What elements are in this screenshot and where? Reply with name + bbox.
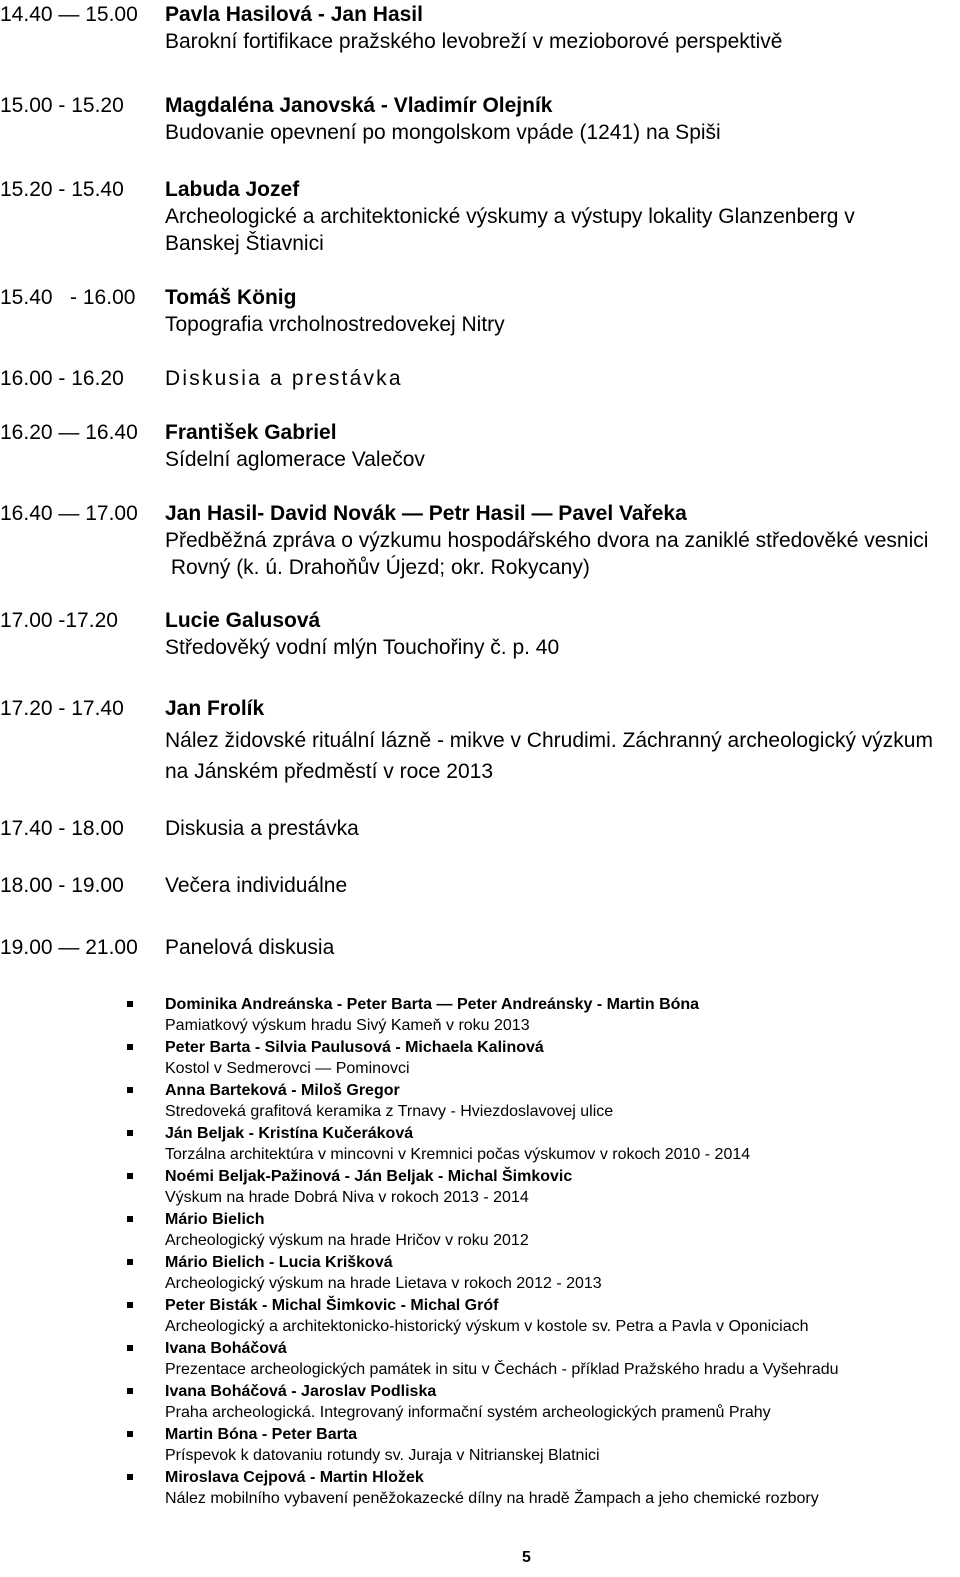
- list-item: [0, 1209, 960, 1252]
- entry-time: 14.40 — 15.00: [0, 3, 138, 26]
- poster-authors: Peter Bisták - Michal Šimkovic - Michal Gróf: [165, 1297, 499, 1314]
- entry-speaker: Lucie Galusová: [165, 609, 321, 632]
- entry-label: Večera individuálne: [165, 874, 348, 897]
- list-item: [0, 1123, 960, 1166]
- list-item: [0, 1080, 960, 1123]
- bullet-icon: [127, 1302, 133, 1308]
- poster-title: Stredoveká grafitová keramika z Trnavy - Hviezdoslavovej ulice: [165, 1103, 614, 1120]
- entry-time: 19.00 — 21.00: [0, 936, 138, 959]
- bullet-icon: [127, 1259, 133, 1265]
- bullet-icon: [127, 1044, 133, 1050]
- poster-authors: Noémi Beljak-Pažinová - Ján Beljak - Michal Šimkovic: [165, 1168, 573, 1185]
- poster-title: Kostol v Sedmerovci — Pominovci: [165, 1060, 410, 1077]
- list-item: [0, 1295, 960, 1338]
- entry-time: 15.20 - 15.40: [0, 178, 124, 201]
- entry-speaker: Magdaléna Janovská - Vladimír Olejník: [165, 94, 553, 117]
- bullet-icon: [127, 1388, 133, 1394]
- poster-authors: Ján Beljak - Kristína Kučeráková: [165, 1125, 414, 1142]
- page-number: 5: [522, 1549, 531, 1566]
- poster-authors: Ivana Boháčová: [165, 1340, 287, 1357]
- entry-title: Předběžná zpráva o výzkumu hospodářského dvora na zaniklé středověké vesnici Rovný (k. ú. Drahoňův Újezd; okr. Rokycany): [165, 529, 929, 579]
- entry-title: Barokní fortifikace pražského levobreží v mezioborové perspektivě: [165, 30, 783, 53]
- poster-authors: Anna Barteková - Miloš Gregor: [165, 1082, 400, 1099]
- poster-title: Pamiatkový výskum hradu Sivý Kameň v roku 2013: [165, 1017, 530, 1034]
- list-item: [0, 1467, 960, 1510]
- entry-time: 15.00 - 15.20: [0, 94, 124, 117]
- poster-authors: Peter Barta - Silvia Paulusová - Michaela Kalinová: [165, 1039, 544, 1056]
- list-item: [0, 1252, 960, 1295]
- bullet-icon: [127, 1431, 133, 1437]
- bullet-icon: [127, 1173, 133, 1179]
- bullet-icon: [127, 1130, 133, 1136]
- entry-label: Panelová diskusia: [165, 936, 335, 959]
- entry-title: Archeologické a architektonické výskumy a výstupy lokality Glanzenberg v Banskej Štiavnici: [165, 205, 855, 255]
- entry-time: 16.20 — 16.40: [0, 421, 138, 444]
- bullet-icon: [127, 1216, 133, 1222]
- entry-time: 15.40 - 16.00: [0, 286, 136, 309]
- list-item: [0, 1424, 960, 1467]
- poster-title: Príspevok k datovaniu rotundy sv. Juraja v Nitrianskej Blatnici: [165, 1447, 600, 1464]
- entry-time: 16.40 — 17.00: [0, 502, 138, 525]
- list-item: [0, 1166, 960, 1209]
- bullet-icon: [127, 1345, 133, 1351]
- entry-time: 16.00 - 16.20: [0, 367, 124, 390]
- poster-authors: Dominika Andreánska - Peter Barta — Peter Andreánsky - Martin Bóna: [165, 996, 700, 1013]
- entry-speaker: Tomáš König: [165, 286, 297, 309]
- entry-speaker: František Gabriel: [165, 421, 337, 444]
- bullet-icon: [127, 1474, 133, 1480]
- poster-title: Archeologický výskum na hrade Lietava v rokoch 2012 - 2013: [165, 1275, 602, 1292]
- entry-time: 17.20 - 17.40: [0, 697, 124, 720]
- entry-title: Nález židovské rituální lázně - mikve v Chrudimi. Záchranný archeologický výzkum na Jánském předměstí v roce 2013: [165, 729, 933, 783]
- poster-title: Archeologický a architektonicko-historický výskum v kostole sv. Petra a Pavla v Oponiciach: [165, 1318, 809, 1335]
- poster-title: Výskum na hrade Dobrá Niva v rokoch 2013 - 2014: [165, 1189, 529, 1206]
- poster-list: [0, 994, 960, 1510]
- poster-title: Nález mobilního vybavení peněžokazecké dílny na hradě Žampach a jeho chemické rozbory: [165, 1490, 819, 1507]
- list-item: [0, 994, 960, 1037]
- poster-authors: Mário Bielich: [165, 1211, 265, 1228]
- entry-title: Sídelní aglomerace Valečov: [165, 448, 425, 471]
- poster-authors: Martin Bóna - Peter Barta: [165, 1426, 358, 1443]
- entry-label: Diskusia a prestávka: [165, 367, 403, 390]
- entry-speaker: Pavla Hasilová - Jan Hasil: [165, 3, 423, 26]
- poster-authors: Mário Bielich - Lucia Krišková: [165, 1254, 393, 1271]
- poster-authors: Miroslava Cejpová - Martin Hložek: [165, 1469, 424, 1486]
- entry-speaker: Jan Hasil- David Novák — Petr Hasil — Pavel Vařeka: [165, 502, 687, 525]
- entry-title: Středověký vodní mlýn Touchořiny č. p. 40: [165, 636, 560, 659]
- entry-time: 17.00 -17.20: [0, 609, 118, 632]
- entry-title: Topografia vrcholnostredovekej Nitry: [165, 313, 505, 336]
- poster-title: Prezentace archeologických památek in situ v Čechách - příklad Pražského hradu a Vyšehradu: [165, 1361, 839, 1378]
- entry-time: 18.00 - 19.00: [0, 874, 124, 897]
- list-item: [0, 1338, 960, 1381]
- poster-title: Torzálna architektúra v mincovni v Kremnici počas výskumov v rokoch 2010 - 2014: [165, 1146, 751, 1163]
- entry-speaker: Labuda Jozef: [165, 178, 300, 201]
- list-item: [0, 1381, 960, 1424]
- bullet-icon: [127, 1001, 133, 1007]
- bullet-icon: [127, 1087, 133, 1093]
- poster-title: Praha archeologická. Integrovaný informační systém archeologických pramenů Prahy: [165, 1404, 771, 1421]
- poster-authors: Ivana Boháčová - Jaroslav Podliska: [165, 1383, 437, 1400]
- entry-title: Budovanie opevnení po mongolskom vpáde (1241) na Spiši: [165, 121, 721, 144]
- entry-speaker: Jan Frolík: [165, 697, 265, 720]
- entry-label: Diskusia a prestávka: [165, 817, 359, 840]
- poster-title: Archeologický výskum na hrade Hričov v roku 2012: [165, 1232, 529, 1249]
- entry-time: 17.40 - 18.00: [0, 817, 124, 840]
- list-item: [0, 1037, 960, 1080]
